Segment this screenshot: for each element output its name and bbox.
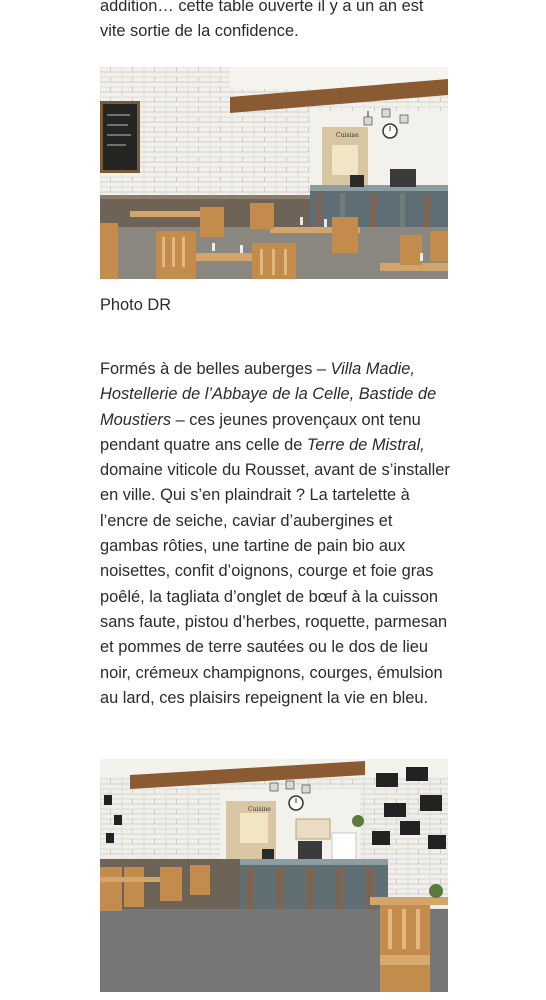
body-text-3: domaine viticole du Rousset, avant de s’installer en ville. Qui s’en plaindrait ? La tartelette à l’encre de seiche, caviar d’aubergines et gambas rôties, une tartine de pain bio aux noisettes, confit d’oignons, courge et foie gras poêlé, la tagliata d’onglet de bœuf à la cuisson sans faute, pistou d’herbes, roquette, parmesan et pommes de terre sautées ou le dos de lieu noir, crémeux champignons, courges, émulsion au lard, ces plaisirs repeignent la vie en bleu. — [100, 461, 450, 707]
kitchen-sign-text-2: Cuisine — [248, 806, 271, 813]
restaurant-photo-2 — [100, 759, 448, 992]
body-text-1: Formés à de belles auberges – — [100, 360, 331, 378]
restaurant-interior-image — [100, 67, 448, 279]
body-text-2: – ces jeunes provençaux ont tenu pendant quatre ans celle de — [100, 410, 421, 454]
photo-caption: Photo DR — [100, 296, 172, 314]
intro-line-1: addition… cette table ouverte il y a un an est — [100, 0, 424, 15]
kitchen-sign-text: Cuisine — [336, 132, 359, 139]
restaurant-photo-1 — [100, 67, 448, 279]
body-paragraph — [100, 357, 452, 711]
body-italic-1: Villa Madie, Hostellerie de l’Abbaye de la Celle, Bastide de Moustiers — [100, 360, 437, 429]
body-italic-2: Terre de Mistral, — [306, 435, 425, 454]
restaurant-interior-image-2 — [100, 759, 448, 992]
photo-caption-container — [100, 294, 450, 316]
intro-paragraph — [100, 0, 450, 45]
intro-line-2: vite sortie de la confidence. — [100, 22, 299, 41]
